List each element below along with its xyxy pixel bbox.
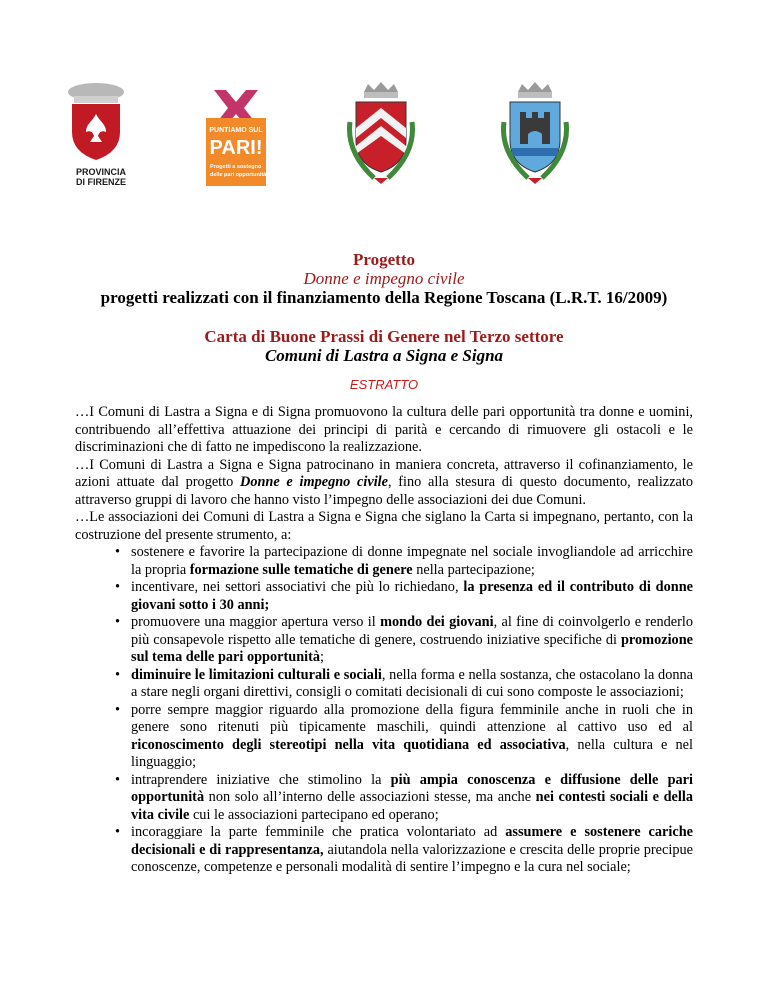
list-item-text: , nella forma e nella sostanza, che ostacolano la donna a stare negli organi direttivi, consigli o comitati decisionali di cui sono composte le associazioni; bbox=[131, 666, 693, 700]
paragraph-1-text: …I Comuni di Lastra a Signa e di Signa promuovono la cultura delle pari opportunità tra donne e uomini, contribuendo all’effettiva attuazione dei principi di parità e cercando di rimuovere gli ostacoli e le discriminazioni che di fatto ne impediscono la realizzazione. bbox=[75, 404, 693, 455]
carta-title: Carta di Buone Prassi di Genere nel Terzo settore bbox=[204, 327, 564, 346]
pari-badge-icon bbox=[204, 86, 268, 188]
progetto-label: Progetto bbox=[353, 250, 415, 269]
paragraph-3 bbox=[75, 509, 693, 544]
paragraph-2 bbox=[75, 457, 693, 510]
list-item-text: porre sempre maggior riguardo alla promozione della figura femminile anche in ruoli che in genere sono ritenuti più tipicamente maschili, quindi attenzione al cattivo uso ed al bbox=[131, 701, 693, 735]
list-item-bold: mondo dei giovani bbox=[380, 614, 494, 630]
list-item-text: ; bbox=[320, 649, 325, 665]
list-item-text: sostenere e favorire la partecipazione di donne impegnate nel sociale invogliandole ad arricchire la propria bbox=[131, 544, 693, 578]
document-body bbox=[75, 404, 693, 877]
bullet-icon: • bbox=[115, 666, 121, 683]
bullet-icon: • bbox=[115, 544, 121, 560]
pari-main-text: PARI! bbox=[209, 137, 263, 159]
crest-chevron-icon bbox=[344, 82, 418, 188]
bullet-icon: • bbox=[115, 824, 121, 840]
list-item bbox=[75, 702, 693, 772]
list-item-text: cui le associazioni partecipano ed operano; bbox=[189, 806, 439, 823]
list-item-text: , nella cultura e nel linguaggio; bbox=[131, 736, 693, 770]
list-item bbox=[75, 544, 693, 579]
list-item-text: nella partecipazione; bbox=[412, 561, 535, 578]
list-item-text: aiutandola nella valorizzazione e crescita delle proprie precipue conoscenze, competenze e personali modalità di sentire l’impegno e la cura nel sociale; bbox=[131, 841, 693, 875]
signa-crest bbox=[498, 82, 572, 188]
puntiamo-sul-pari-logo bbox=[204, 86, 268, 188]
list-item bbox=[75, 579, 693, 614]
provincia-label-line2: DI FIRENZE bbox=[76, 177, 127, 187]
bullet-icon: • bbox=[115, 579, 121, 595]
list-item-text: non solo all’interno delle associazioni stesse, ma anche bbox=[204, 789, 536, 805]
list-item-bold: nei contesti sociali e della vita civile bbox=[131, 789, 693, 823]
pari-top-text: PUNTIAMO SUL bbox=[209, 127, 263, 134]
list-item-text: incoraggiare la parte femminile che pratica volontariato ad bbox=[131, 824, 506, 840]
list-item-bold: assumere e sostenere cariche decisionali e di rappresentanza, bbox=[131, 824, 693, 858]
provincia-label-line1: PROVINCIA bbox=[76, 167, 127, 177]
list-item bbox=[75, 667, 693, 702]
list-item-text: promuovere una maggior apertura verso il bbox=[131, 614, 381, 630]
list-item bbox=[75, 824, 693, 877]
commitments-list bbox=[75, 544, 693, 877]
estratto-label: ESTRATTO bbox=[349, 377, 419, 392]
pari-sub1-text: Progetti a sostegno bbox=[210, 164, 262, 170]
list-item-text: incentivare, nei settori associativi che più lo richiedano, bbox=[131, 579, 464, 595]
bullet-icon: • bbox=[115, 614, 121, 630]
list-item bbox=[75, 772, 693, 825]
list-item-text: intraprendere iniziative che stimolino la bbox=[131, 771, 391, 788]
project-name: Donne e impegno civile bbox=[303, 269, 465, 288]
crest-castle-icon bbox=[498, 82, 572, 188]
provincia-crest-icon bbox=[56, 80, 136, 162]
comuni-subtitle: Comuni di Lastra a Signa e Signa bbox=[264, 346, 504, 365]
document-header bbox=[0, 250, 768, 392]
paragraph-2-text-c: , fino alla stesura di questo documento, realizzato attraverso gruppi di lavoro che hanno visto l’impegno delle associazioni dei due Comuni. bbox=[75, 474, 694, 508]
bullet-icon: • bbox=[115, 771, 121, 788]
list-item-bold: formazione sulle tematiche di genere bbox=[189, 561, 413, 578]
list-item-text: , al fine di coinvolgerlo e renderlo più consapevole rispetto alle tematiche di genere, costruendo iniziative specifiche di bbox=[131, 614, 693, 648]
logo-bar bbox=[0, 80, 768, 190]
list-item-bold: riconoscimento degli stereotipi nella vita quotidiana ed associativa bbox=[131, 736, 566, 753]
paragraph-1 bbox=[75, 404, 693, 457]
lastra-a-signa-crest bbox=[344, 82, 418, 188]
list-item bbox=[75, 614, 693, 667]
list-item-bold: promozione sul tema delle pari opportunità bbox=[131, 631, 693, 665]
paragraph-2-text-a: …I Comuni di Lastra a Signa e Signa patrocinano in maniera concreta, attraverso il cofinanziamento, le azioni attuate dal progetto bbox=[75, 456, 693, 490]
list-item-bold: più ampia conoscenza e diffusione delle pari opportunità bbox=[131, 771, 693, 805]
list-item-bold: la presenza ed il contributo di donne giovani sotto i 30 anni; bbox=[131, 579, 693, 613]
bullet-icon: • bbox=[115, 701, 121, 718]
paragraph-3-text: …Le associazioni dei Comuni di Lastra a Signa e Signa che siglano la Carta si impegnano, pertanto, con la costruzione del presente strumento, a: bbox=[75, 509, 693, 543]
provincia-firenze-logo bbox=[56, 80, 136, 190]
list-item-bold: diminuire le limitazioni culturali e sociali bbox=[131, 666, 382, 683]
funding-line: progetti realizzati con il finanziamento della Regione Toscana (L.R.T. 16/2009) bbox=[100, 288, 668, 307]
paragraph-2-project-name: Donne e impegno civile bbox=[240, 474, 388, 490]
pari-sub2-text: delle pari opportunità bbox=[210, 172, 267, 178]
